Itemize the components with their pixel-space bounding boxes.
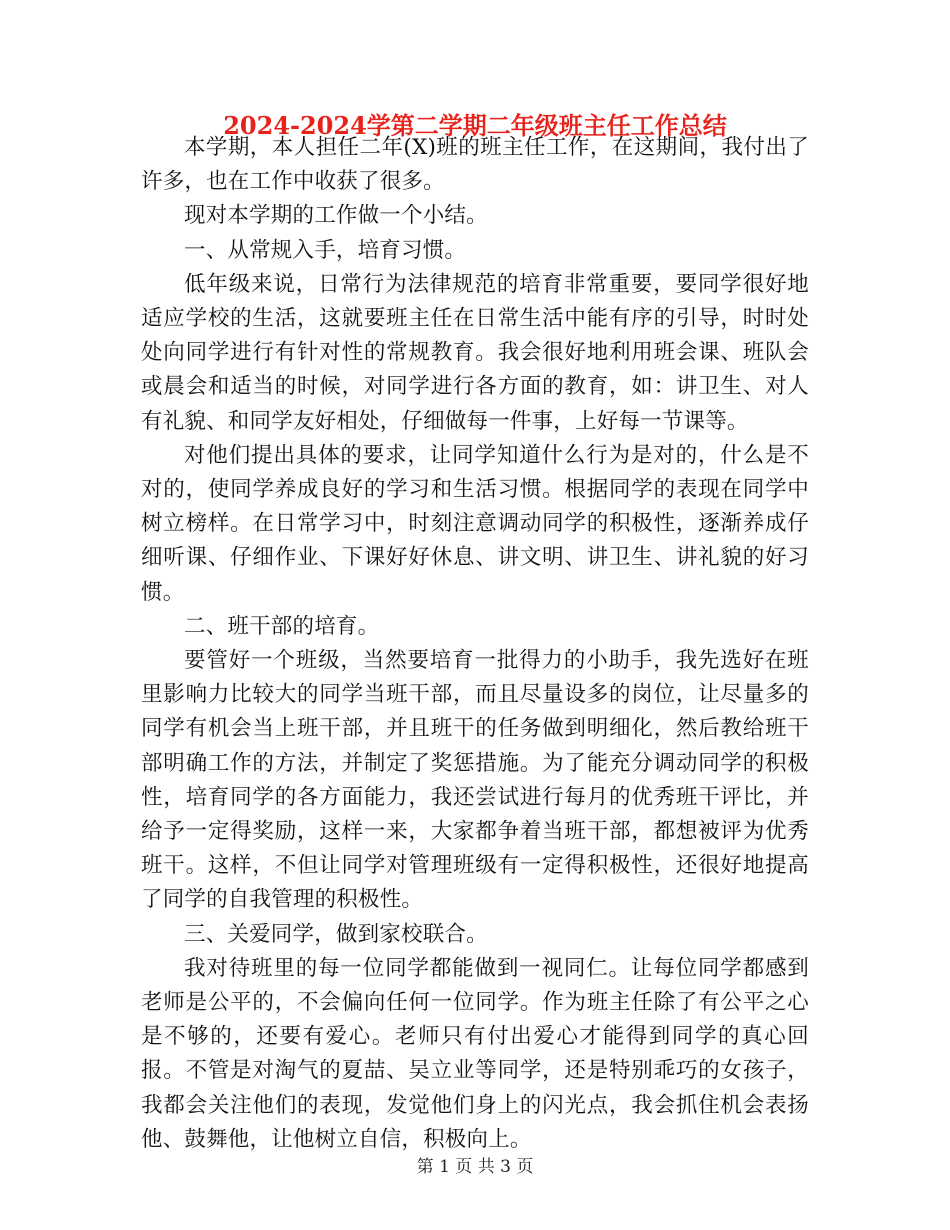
paragraph-summary: 现对本学期的工作做一个小结。	[184, 203, 488, 229]
paragraph-care: 我对待班里的每一位同学都能做到一视同仁。让每位同学都感到老师是公平的，不会偏向任何一位同学。作为班主任除了有公平之心是不够的，还要有爱心。老师只有付出爱心才能得到同学的真心回报。不管是对淘气的夏喆、吴立业等同学，还是特别乖巧的女孩子，我都会关注他们的表现，发觉他们身上的闪光点，我会抓住机会表扬他、鼓舞他，让他树立自信，积极向上。	[141, 955, 809, 1152]
section-heading-1: 一、从常规入手，培育习惯。	[184, 237, 467, 263]
paragraph-intro: 本学期，本人担任二年(X)班的班主任工作，在这期间，我付出了许多，也在工作中收获了很多。	[141, 135, 809, 195]
document-body	[141, 131, 809, 1157]
paragraph-class-leaders: 要管好一个班级，当然要培育一批得力的小助手，我先选好在班里影响力比较大的同学当班干部，而且尽量设多的岗位，让尽量多的同学有机会当上班干部，并且班干的任务做到明细化，然后教给班干部明确工作的方法，并制定了奖惩措施。为了能充分调动同学的积极性，培育同学的各方面能力，我还尝试进行每月的优秀班干评比，并给予一定得奖励，这样一来，大家都争着当班干部，都想被评为优秀班干。这样，不但让同学对管理班级有一定得积极性，还很好地提高了同学的自我管理的积极性。	[141, 648, 809, 913]
section-heading-3: 三、关爱同学，做到家校联合。	[184, 921, 488, 947]
document-title: 2024-2024学第二学期二年级班主任工作总结	[223, 111, 727, 140]
paragraph-routine: 低年级来说，日常行为法律规范的培育非常重要，要同学很好地适应学校的生活，这就要班主任在日常生活中能有序的引导，时时处处向同学进行有针对性的常规教育。我会很好地利用班会课、班队会或晨会和适当的时候，对同学进行各方面的教育，如：讲卫生、对人有礼貌、和同学友好相处，仔细做每一件事，上好每一节课等。	[141, 271, 809, 434]
section-heading-2: 二、班干部的培育。	[184, 613, 380, 639]
page-number-footer: 第 1 页 共 3 页	[416, 1157, 534, 1177]
paragraph-requirements: 对他们提出具体的要求，让同学知道什么行为是对的，什么是不对的，使同学养成良好的学习和生活习惯。根据同学的表现在同学中树立榜样。在日常学习中，时刻注意调动同学的积极性，逐渐养成仔细听课、仔细作业、下课好好休息、讲文明、讲卫生、讲礼貌的好习惯。	[141, 442, 809, 605]
